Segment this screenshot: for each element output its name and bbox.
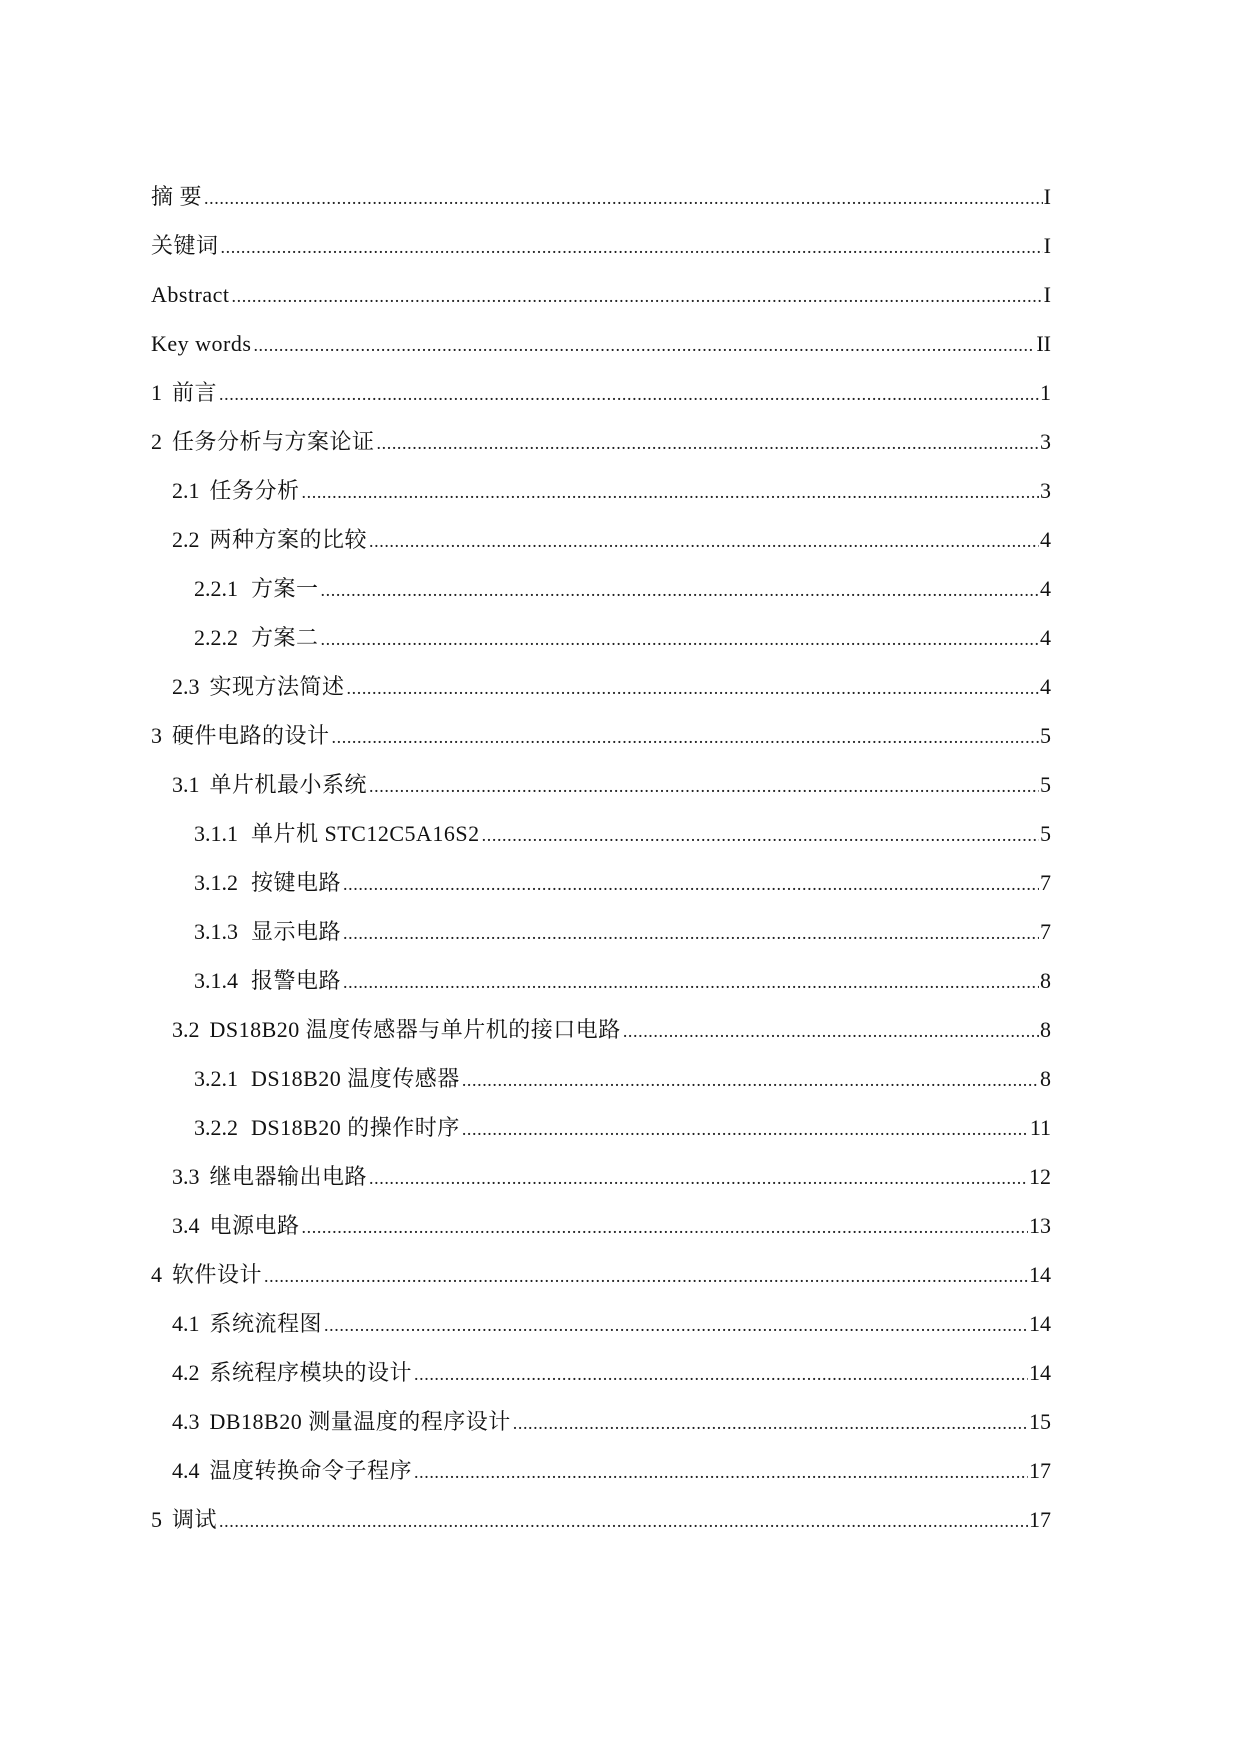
toc-entry-page-number: 3 [1040, 429, 1051, 454]
toc-entry-page-number: 4 [1040, 625, 1051, 650]
toc-entry-number: 3.1.1 [194, 821, 238, 846]
toc-entry-page-number: 7 [1040, 870, 1051, 895]
toc-entry-page-number: 3 [1040, 478, 1051, 503]
toc-entry[interactable] [151, 478, 1051, 527]
dot-leader [264, 1263, 1028, 1289]
toc-entry-title: 报警电路 [251, 968, 342, 993]
toc-entry-page-number: I [1043, 233, 1051, 258]
dot-leader [482, 822, 1039, 848]
dot-leader [513, 1410, 1028, 1436]
toc-entry-page-number: 5 [1040, 772, 1051, 797]
table-of-contents [151, 184, 1051, 1556]
dot-leader [623, 1018, 1039, 1044]
toc-entry-title: DS18B20 的操作时序 [251, 1115, 460, 1140]
toc-entry[interactable] [151, 1115, 1051, 1164]
toc-entry-page-number: 13 [1029, 1213, 1051, 1238]
dot-leader [347, 675, 1039, 701]
dot-leader [462, 1067, 1039, 1093]
toc-entry-number: 2.3 [172, 674, 200, 699]
toc-entry-number: 4.3 [172, 1409, 200, 1434]
dot-leader [377, 430, 1039, 456]
toc-entry-number: 3 [151, 723, 162, 748]
dot-leader [232, 283, 1043, 309]
toc-entry[interactable] [151, 1262, 1051, 1311]
toc-entry[interactable] [151, 184, 1051, 233]
toc-entry-page-number: 7 [1040, 919, 1051, 944]
toc-entry[interactable] [151, 1409, 1051, 1458]
toc-entry-page-number: 14 [1029, 1262, 1051, 1287]
toc-entry[interactable] [151, 1164, 1051, 1213]
toc-entry-number: 1 [151, 380, 162, 405]
dot-leader [462, 1116, 1029, 1142]
toc-entry-number: 3.2.1 [194, 1066, 238, 1091]
toc-entry[interactable] [151, 968, 1051, 1017]
toc-entry-title: 系统程序模块的设计 [209, 1360, 413, 1385]
toc-entry-title: 前言 [172, 380, 218, 405]
toc-entry-title: 硬件电路的设计 [172, 723, 330, 748]
toc-entry-title: 电源电路 [209, 1213, 300, 1238]
dot-leader [221, 234, 1043, 260]
toc-entry-title: 单片机 STC12C5A16S2 [251, 821, 480, 846]
toc-entry-title: 系统流程图 [209, 1311, 323, 1336]
dot-leader [343, 871, 1039, 897]
toc-entry-title: 任务分析 [209, 478, 300, 503]
toc-entry[interactable] [151, 723, 1051, 772]
toc-entry[interactable] [151, 1311, 1051, 1360]
toc-entry-page-number: 8 [1040, 968, 1051, 993]
toc-entry-page-number: 14 [1029, 1311, 1051, 1336]
dot-leader [343, 969, 1039, 995]
toc-entry-title: 按键电路 [251, 870, 342, 895]
toc-entry[interactable] [151, 821, 1051, 870]
toc-entry-page-number: 5 [1040, 723, 1051, 748]
toc-entry-page-number: 17 [1029, 1458, 1051, 1483]
toc-entry-number: 3.2 [172, 1017, 200, 1042]
dot-leader [324, 1312, 1028, 1338]
dot-leader [343, 920, 1039, 946]
toc-entry-number: 4 [151, 1262, 162, 1287]
toc-entry-page-number: 8 [1040, 1017, 1051, 1042]
toc-entry[interactable] [151, 772, 1051, 821]
toc-entry-number: 2.2.2 [194, 625, 238, 650]
toc-entry-title: DS18B20 温度传感器 [251, 1066, 460, 1091]
toc-entry[interactable] [151, 282, 1051, 331]
dot-leader [302, 1214, 1028, 1240]
toc-entry-title: 继电器输出电路 [209, 1164, 368, 1189]
toc-entry-number: 3.1.2 [194, 870, 238, 895]
toc-entry-number: 3.1.3 [194, 919, 238, 944]
toc-entry-page-number: II [1036, 331, 1051, 356]
dot-leader [414, 1459, 1028, 1485]
toc-entry-title: 调试 [172, 1507, 218, 1532]
toc-entry-number: 4.1 [172, 1311, 200, 1336]
toc-entry-title: 摘 要 [151, 184, 203, 209]
dot-leader [369, 1165, 1028, 1191]
toc-entry-title: DS18B20 温度传感器与单片机的接口电路 [209, 1017, 621, 1042]
toc-entry-number: 2 [151, 429, 162, 454]
toc-entry-number: 3.4 [172, 1213, 200, 1238]
toc-entry[interactable] [151, 331, 1051, 380]
toc-entry[interactable] [151, 1360, 1051, 1409]
toc-entry[interactable] [151, 380, 1051, 429]
dot-leader [302, 479, 1039, 505]
toc-entry-title: 显示电路 [251, 919, 342, 944]
toc-entry[interactable] [151, 1458, 1051, 1507]
dot-leader [219, 1508, 1028, 1534]
dot-leader [253, 332, 1035, 358]
toc-entry-page-number: 15 [1029, 1409, 1051, 1434]
dot-leader [369, 773, 1039, 799]
toc-entry-title: 两种方案的比较 [209, 527, 368, 552]
toc-entry[interactable] [151, 233, 1051, 282]
toc-entry-number: 5 [151, 1507, 162, 1532]
toc-entry-number: 2.2.1 [194, 576, 238, 601]
toc-entry-number: 2.2 [172, 527, 200, 552]
toc-entry[interactable] [151, 1213, 1051, 1262]
toc-entry-title: 温度转换命令子程序 [209, 1458, 413, 1483]
dot-leader [369, 528, 1039, 554]
toc-entry-page-number: 1 [1040, 380, 1051, 405]
dot-leader [204, 185, 1043, 211]
toc-entry-page-number: I [1043, 184, 1051, 209]
toc-entry[interactable] [151, 576, 1051, 625]
dot-leader [321, 626, 1039, 652]
toc-entry-page-number: 11 [1029, 1115, 1051, 1140]
toc-entry-page-number: 4 [1040, 674, 1051, 699]
toc-entry[interactable] [151, 527, 1051, 576]
dot-leader [321, 577, 1039, 603]
toc-entry-title: 关键词 [151, 233, 219, 258]
toc-entry[interactable] [151, 919, 1051, 968]
toc-entry[interactable] [151, 1507, 1051, 1556]
toc-entry-page-number: 5 [1040, 821, 1051, 846]
dot-leader [219, 381, 1039, 407]
toc-entry[interactable] [151, 625, 1051, 674]
toc-entry-number: 3.2.2 [194, 1115, 238, 1140]
toc-entry-number: 2.1 [172, 478, 200, 503]
toc-entry-title: 任务分析与方案论证 [172, 429, 375, 454]
toc-entry-title: 软件设计 [172, 1262, 263, 1287]
toc-entry[interactable] [151, 1066, 1051, 1115]
toc-entry[interactable] [151, 870, 1051, 919]
dot-leader [414, 1361, 1028, 1387]
toc-entry-title: 方案一 [251, 576, 319, 601]
toc-entry-number: 3.1.4 [194, 968, 238, 993]
toc-entry-number: 4.4 [172, 1458, 200, 1483]
toc-entry-page-number: 12 [1029, 1164, 1051, 1189]
toc-entry[interactable] [151, 1017, 1051, 1066]
toc-entry-title: Abstract [151, 282, 230, 307]
toc-entry-page-number: 17 [1029, 1507, 1051, 1532]
toc-entry-number: 4.2 [172, 1360, 200, 1385]
toc-entry-title: DB18B20 测量温度的程序设计 [209, 1409, 511, 1434]
toc-entry-title: 实现方法简述 [209, 674, 345, 699]
toc-entry[interactable] [151, 674, 1051, 723]
toc-entry-page-number: 4 [1040, 576, 1051, 601]
toc-entry-title: Key words [151, 331, 252, 356]
toc-entry-title: 方案二 [251, 625, 319, 650]
toc-entry-title: 单片机最小系统 [209, 772, 368, 797]
toc-entry-number: 3.1 [172, 772, 200, 797]
toc-entry-page-number: I [1043, 282, 1051, 307]
toc-entry-number: 3.3 [172, 1164, 200, 1189]
toc-entry-page-number: 14 [1029, 1360, 1051, 1385]
toc-entry-page-number: 8 [1040, 1066, 1051, 1091]
toc-entry-page-number: 4 [1040, 527, 1051, 552]
toc-entry[interactable] [151, 429, 1051, 478]
dot-leader [332, 724, 1039, 750]
